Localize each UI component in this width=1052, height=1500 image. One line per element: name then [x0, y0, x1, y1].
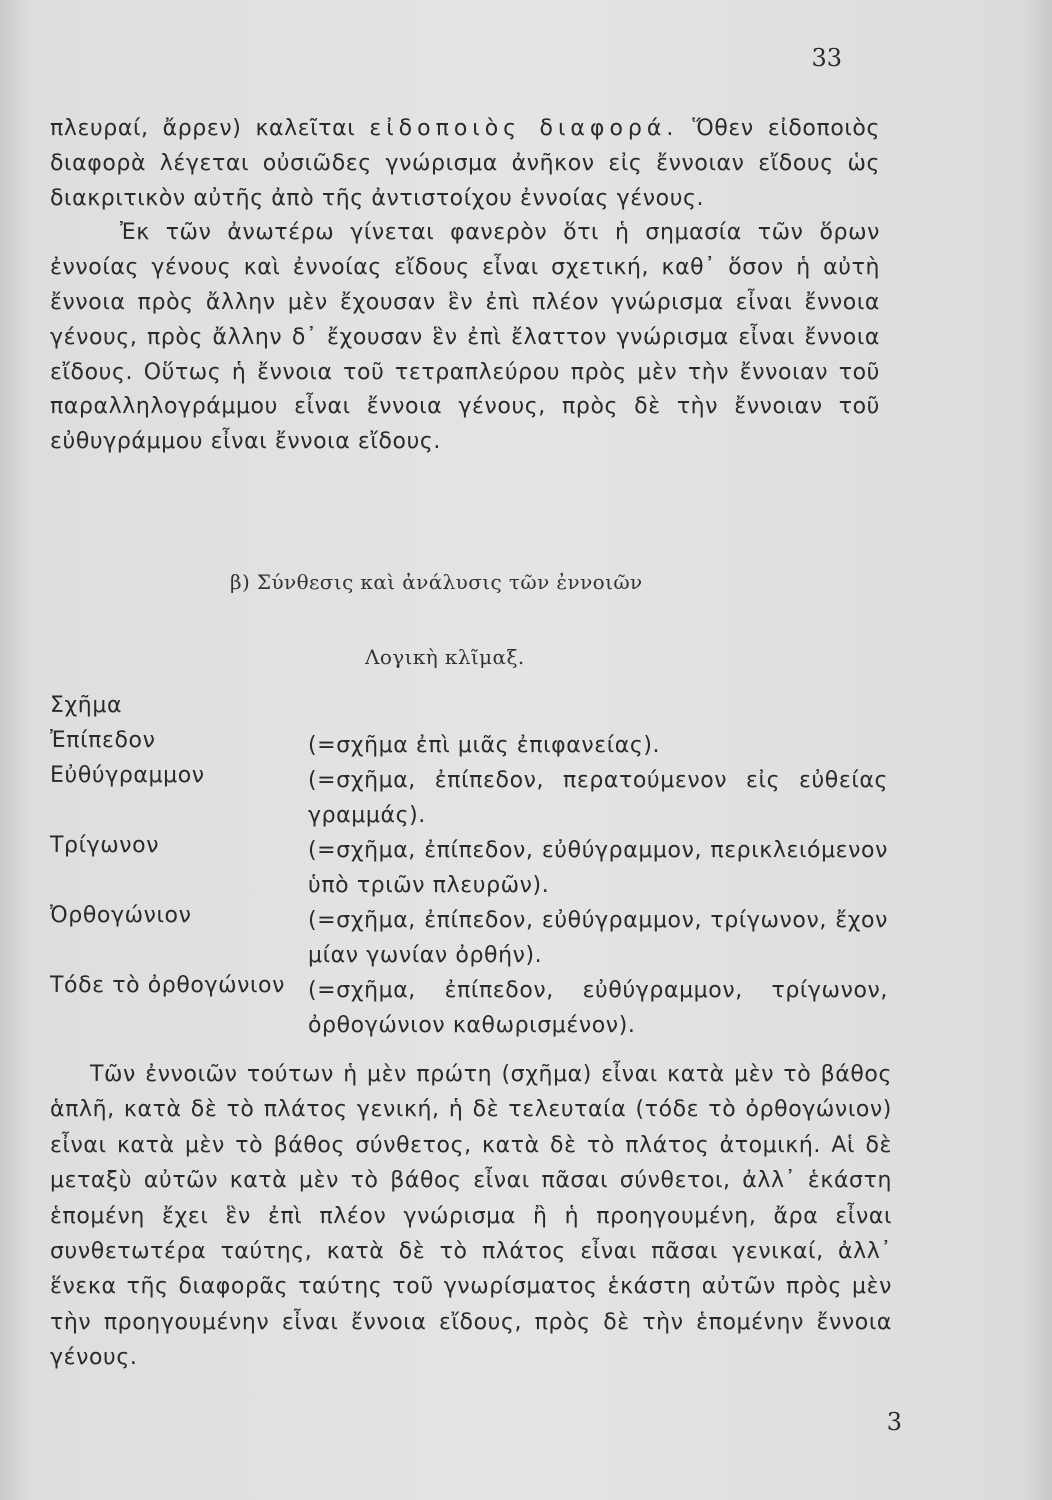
ladder-term: Ὀρθογώνιον: [50, 903, 192, 928]
ladder-definition: (=σχῆμα ἐπὶ μιᾶς ἐπιφανείας).: [308, 733, 661, 758]
ladder-term: Εὐθύγραμμον: [50, 763, 205, 788]
ladder-row-3: [50, 833, 890, 903]
signature-mark: 3: [886, 1408, 902, 1436]
ladder-term: Σχῆμα: [50, 693, 123, 718]
section-subheading: Λογικὴ κλῖμαξ.: [365, 645, 525, 669]
ladder-row-2: [50, 763, 890, 833]
ladder-row-1: [50, 728, 890, 763]
ladder-row-4: [50, 903, 890, 973]
term-specific-difference: εἰδοποιὸς διαφορά.: [369, 116, 679, 141]
ladder-definition: (=σχῆμα, ἐπίπεδον, περατούμενον εἰς εὐθείας γραμμάς).: [308, 768, 888, 828]
body-text: [50, 112, 880, 460]
ladder-definition: (=σχῆμα, ἐπίπεδον, εὐθύγραμμον, περικλειόμενον ὑπὸ τριῶν πλευρῶν).: [308, 838, 888, 898]
conclusion-text: [50, 1057, 892, 1376]
ladder-term: Ἐπίπεδον: [50, 728, 156, 753]
conclusion-paragraph: Τῶν ἐννοιῶν τούτων ἡ μὲν πρώτη (σχῆμα) εἶναι κατὰ μὲν τὸ βάθος ἁπλῆ, κατὰ δὲ τὸ πλάτος γενική, ἡ δὲ τελευταία (τόδε τὸ ὀρθογώνιον) εἶναι κατὰ μὲν τὸ βάθος σύνθετος, κατὰ δὲ τὸ πλάτος ἀτομική. Αἱ δὲ μεταξὺ αὐτῶν κατὰ μὲν τὸ βάθος εἶναι πᾶσαι σύνθετοι, ἀλλ᾿ ἑκάστη ἑπομένη ἔχει ἓν ἐπὶ πλέον γνώρισμα ἢ ἡ προηγουμένη, ἄρα εἶναι συνθετωτέρα ταύτης, κατὰ δὲ τὸ πλάτος εἶναι πᾶσαι γενικαί, ἀλλ᾿ ἕνεκα τῆς διαφορᾶς ταύτης τοῦ γνωρίσματος ἑκάστη αὐτῶν πρὸς μὲν τὴν προηγουμένην εἶναι ἔννοια εἴδους, πρὸς δὲ τὴν ἑπομένην ἔννοια γένους.: [50, 1062, 892, 1371]
ladder-term: Τρίγωνον: [50, 833, 160, 858]
ladder-definition: (=σχῆμα, ἐπίπεδον, εὐθύγραμμον, τρίγωνον, ἔχον μίαν γωνίαν ὀρθήν).: [308, 908, 888, 968]
intro-text-start: πλευραί, ἄρρεν) καλεῖται: [50, 116, 370, 141]
section-heading: β) Σύνθεσις καὶ ἀνάλυσις τῶν ἐννοιῶν: [230, 570, 643, 594]
ladder-row-5: [50, 973, 890, 1043]
ladder-definition: (=σχῆμα, ἐπίπεδον, εὐθύγραμμον, τρίγωνον, ὀρθογώνιον καθωρισμένον).: [308, 978, 888, 1038]
logical-ladder: [50, 693, 890, 1043]
ladder-row-0: [50, 693, 890, 728]
intro-text-end: Ὅθεν εἰδοποιὸς διαφορὰ λέγεται οὐσιῶδες γνώρισμα ἀνῆκον εἰς ἔννοιαν εἴδους ὡς διακριτικὸν αὐτῆς ἀπὸ τῆς ἀντιστοίχου ἐννοίας γένους.: [50, 116, 881, 211]
ladder-term: Τόδε τὸ ὀρθογώνιον: [50, 973, 286, 998]
relativity-paragraph: Ἐκ τῶν ἀνωτέρω γίνεται φανερὸν ὅτι ἡ σημασία τῶν ὅρων ἐννοίας γένους καὶ ἐννοίας εἴδους εἶναι σχετική, καθ᾿ ὅσον ἡ αὐτὴ ἔννοια πρὸς ἄλλην μὲν ἔχουσαν ἓν ἐπὶ πλέον γνώρισμα εἶναι ἔννοια γένους, πρὸς ἄλλην δ᾿ ἔχουσαν ἓν ἐπὶ ἔλαττον γνώρισμα εἶναι ἔννοια εἴδους. Οὕτως ἡ ἔννοια τοῦ τετραπλεύρου πρὸς μὲν τὴν ἔννοιαν τοῦ παραλληλογράμμου εἶναι ἔννοια γένους, πρὸς δὲ τὴν ἔννοιαν τοῦ εὐθυγράμμου εἶναι ἔννοια εἴδους.: [50, 220, 880, 455]
intro-paragraph: [50, 112, 880, 216]
page-number: 33: [811, 44, 842, 72]
